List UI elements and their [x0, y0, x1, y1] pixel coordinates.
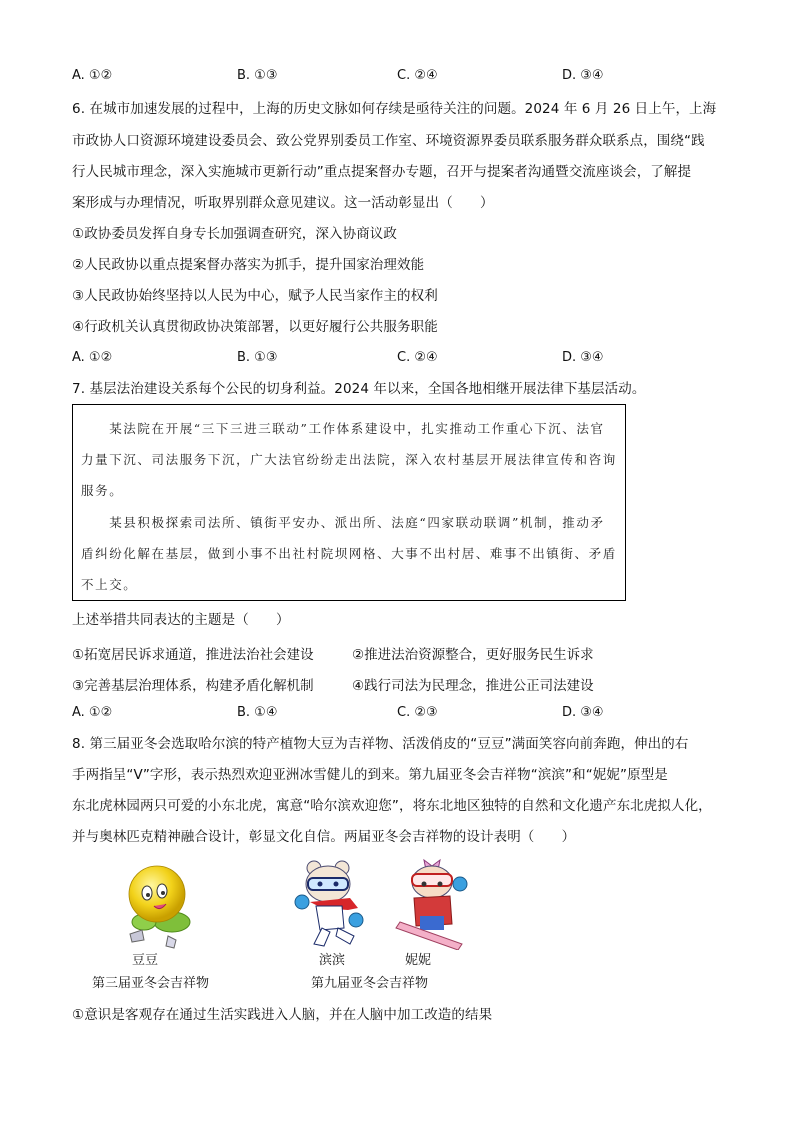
q5-option-b: B. ①③ — [237, 68, 278, 83]
q6-stem-line: 案形成与办理情况，听取界别群众意见建议。这一活动彰显出（ ） — [72, 195, 494, 211]
q8-stem-line: 8. 第三届亚冬会选取哈尔滨的特产植物大豆为吉祥物、活泼俏皮的“豆豆”满面笑容向前奔跑，伸出的右 — [72, 736, 689, 752]
q7-statements-row — [72, 674, 594, 694]
material-line: 某法院在开展“三下三进三联动”工作体系建设中，扎实推动工作重心下沉、法官 — [81, 421, 605, 436]
material-line: 某县积极探索司法所、镇街平安办、派出所、法庭“四家联动联调”机制，推动矛 — [81, 515, 605, 530]
q5-options — [72, 68, 722, 84]
q6-option-d: D. ③④ — [562, 350, 604, 365]
doudou-name-label: 豆豆 — [132, 953, 159, 968]
q8-stem-line: 手两指呈“V”字形，表示热烈欢迎亚洲冰雪健儿的到来。第九届亚冬会吉祥物“滨滨”和“妮妮”原型是 — [72, 767, 668, 783]
q8-stem-line: 东北虎林园两只可爱的小东北虎，寓意“哈尔滨欢迎您”，将东北地区独特的自然和文化遗产东北虎拟人化， — [72, 798, 712, 814]
q6-stem-line: 市政协人口资源环境建设委员会、致公党界别委员工作室、环境资源界委员联系服务群众联系点，围绕“践 — [72, 133, 705, 149]
q7-options — [72, 705, 722, 721]
q7-option-a: A. ①② — [72, 705, 113, 720]
q6-stem-line: 6. 在城市加速发展的过程中，上海的历史文脉如何存续是亟待关注的问题。2024 年 6 月 26 日上午，上海 — [72, 101, 717, 117]
q6-options — [72, 350, 722, 366]
q7-statement: ③完善基层治理体系，构建矛盾化解机制 — [72, 678, 314, 694]
q8-stem-line: 并与奥林匹克精神融合设计，彰显文化自信。两届亚冬会吉祥物的设计表明（ ） — [72, 829, 576, 845]
material-line: 盾纠纷化解在基层，做到小事不出社村院坝网格、大事不出村居、难事不出镇街、矛盾 — [81, 546, 617, 561]
q7-statement: ④践行司法为民理念，推进公正司法建设 — [352, 678, 594, 694]
nini-mascot-image — [392, 858, 472, 950]
q6-stem-line: 行人民城市理念，深入实施城市更新行动”重点提案督办专题，召开与提案者沟通暨交流座谈会，了解提 — [72, 164, 692, 180]
q5-option-a: A. ①② — [72, 68, 113, 83]
q7-statement: ①拓宽居民诉求通道，推进法治社会建设 — [72, 647, 314, 663]
q7-statement: ②推进法治资源整合，更好服务民生诉求 — [352, 647, 594, 663]
q6-statement: ③人民政协始终坚持以人民为中心，赋予人民当家作主的权利 — [72, 288, 438, 304]
q7-stem: 7. 基层法治建设关系每个公民的切身利益。2024 年以来，全国各地相继开展法律下基层活动。 — [72, 381, 646, 397]
doudou-mascot-image — [112, 860, 202, 950]
q7-statements-row — [72, 643, 594, 663]
nini-name-label: 妮妮 — [405, 953, 432, 968]
q7-option-b: B. ①④ — [237, 705, 278, 720]
binbin-mascot-image — [292, 858, 372, 950]
q6-option-a: A. ①② — [72, 350, 113, 365]
q6-option-b: B. ①③ — [237, 350, 278, 365]
q6-statement: ④行政机关认真贯彻政协决策部署，以更好履行公共服务职能 — [72, 319, 438, 335]
q6-statement: ①政协委员发挥自身专长加强调查研究，深入协商议政 — [72, 226, 398, 242]
material-line: 不上交。 — [81, 577, 138, 592]
q7-question: 上述举措共同表达的主题是（ ） — [72, 612, 290, 628]
q7-option-d: D. ③④ — [562, 705, 604, 720]
q5-option-d: D. ③④ — [562, 68, 604, 83]
q7-material-box — [72, 404, 626, 601]
q6-option-c: C. ②④ — [397, 350, 438, 365]
q7-option-c: C. ②③ — [397, 705, 438, 720]
q8-statement: ①意识是客观存在通过生活实践进入人脑，并在人脑中加工改造的结果 — [72, 1007, 493, 1023]
material-line: 力量下沉、司法服务下沉，广大法官纷纷走出法院，深入农村基层开展法律宣传和咨询 — [81, 452, 617, 467]
binbin-name-label: 滨滨 — [319, 953, 346, 968]
third-games-mascot-caption: 第三届亚冬会吉祥物 — [92, 976, 210, 991]
ninth-games-mascot-caption: 第九届亚冬会吉祥物 — [311, 976, 429, 991]
q6-statement: ②人民政协以重点提案督办落实为抓手，提升国家治理效能 — [72, 257, 425, 273]
material-line: 服务。 — [81, 483, 124, 498]
q5-option-c: C. ②④ — [397, 68, 438, 83]
